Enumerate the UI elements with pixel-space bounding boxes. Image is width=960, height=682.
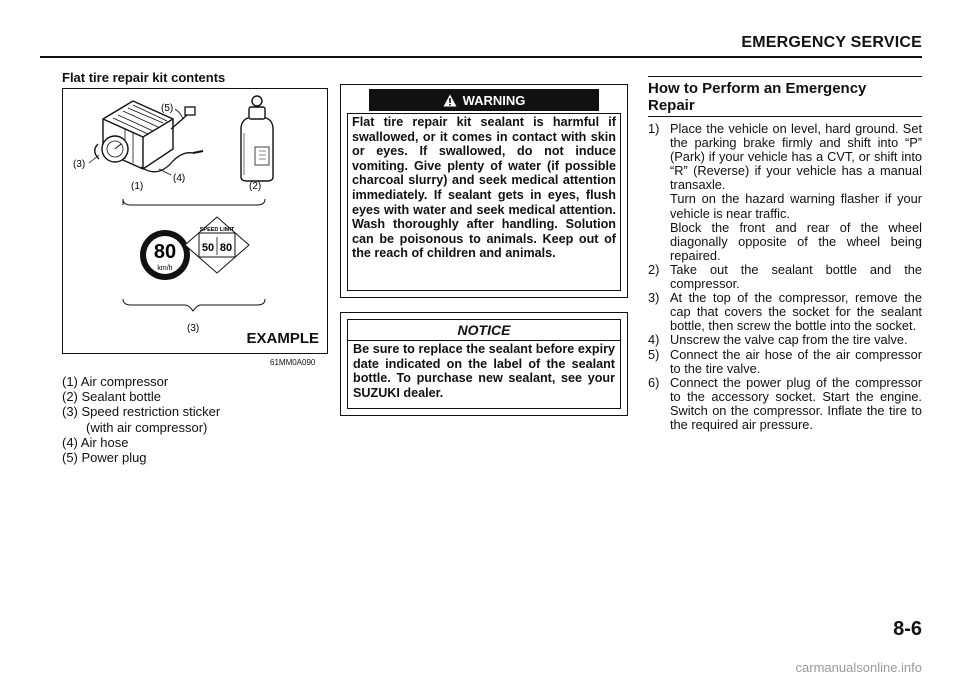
sticker-speed-number: 80: [153, 241, 177, 263]
notice-text: Be sure to replace the sealant before expiry date indicated on the label of the sealant bottle. To purchase new sealant, see your SUZUKI dealer.: [353, 342, 615, 400]
step-6: [648, 376, 922, 432]
procedure-heading-line2: Repair: [648, 97, 695, 114]
step-2: [648, 263, 922, 291]
list-item: (with air compressor): [86, 419, 208, 435]
step-text: Connect the air hose of the air compressor to the tire valve.: [670, 346, 922, 376]
step-5: [648, 348, 922, 376]
warning-box: [340, 84, 628, 298]
limit-sign-right-value: 80: [219, 242, 233, 254]
figure-code: 61MM0A090: [270, 358, 316, 367]
speed-restriction-sticker: [140, 217, 249, 280]
warning-title: WARNING: [462, 92, 526, 108]
step-number: 1): [648, 121, 660, 136]
step-text: At the top of the compressor, remove the cap that covers the socket for the sealant bottle, then screw the bottle into the socket.: [670, 290, 922, 334]
step-extra: Block the front and rear of the wheel diagonally opposite of the wheel being repaired.: [670, 219, 922, 263]
notice-body: [347, 319, 621, 409]
step-number: 3): [648, 290, 660, 306]
sticker-speed-unit: km/h: [157, 265, 173, 272]
step-number: 4): [648, 332, 660, 348]
callout-4: (4): [173, 173, 186, 184]
procedure-top-divider: [648, 76, 922, 77]
warning-body: [347, 113, 621, 291]
step-number: 5): [648, 346, 660, 362]
warning-text: Flat tire repair kit sealant is harmful if swallowed, or it comes in contact with skin or eyes. If swallowed, do not induce vomiting. Give plenty of water (if possible charcoal slurry) and seek medical attention immediately. If sealant gets in eyes, flush eyes with water and seek medical attention. Wash thoroughly after handling. Solution can be poisonous to animals. Keep out of the reach of children and animals.: [352, 115, 616, 261]
page-number: 8-6: [893, 618, 922, 640]
callout-3-bottom: (3): [187, 323, 200, 334]
header-divider: [40, 56, 922, 58]
step-4: [648, 333, 922, 347]
step-3: [648, 291, 922, 333]
notice-title: NOTICE: [348, 320, 620, 341]
list-item: (1) Air compressor: [62, 374, 169, 389]
callout-3-top: (3): [73, 159, 86, 170]
procedure-heading-line1: How to Perform an Emergency: [648, 80, 867, 97]
kit-contents-heading: Flat tire repair kit contents: [62, 70, 226, 85]
callout-1: (1): [131, 181, 144, 192]
step-text: Take out the sealant bottle and the compressor.: [670, 261, 922, 292]
warning-header: [369, 89, 599, 111]
kit-diagram: [63, 89, 327, 353]
procedure-bottom-divider: [648, 116, 922, 117]
limit-sign-label: SPEED LIMIT: [199, 227, 235, 233]
callout-5: (5): [161, 103, 174, 114]
step-text: Place the vehicle on level, hard ground. Set the parking brake firmly and shift into “P” (Park) if your vehicle has a CVT, or shift into “R” (Reverse) if your vehicle has a manual transaxle.: [670, 121, 922, 193]
step-number: 6): [648, 374, 660, 390]
list-item: (2) Sealant bottle: [62, 389, 162, 405]
procedure-heading: [648, 80, 866, 114]
kit-contents-list: [62, 374, 220, 465]
step-1: [648, 122, 922, 263]
step-text: Unscrew the valve cap from the tire valve.: [670, 332, 908, 348]
section-title: EMERGENCY SERVICE: [741, 34, 922, 51]
example-label: EXAMPLE: [246, 330, 319, 347]
kit-illustration: [62, 88, 328, 354]
step-number: 2): [648, 261, 660, 277]
step-extra: Turn on the hazard warning flasher if your vehicle is near traffic.: [670, 191, 922, 221]
limit-sign-left-value: 50: [201, 242, 215, 254]
list-item: (4) Air hose: [62, 434, 129, 450]
watermark: carmanualsonline.info: [795, 660, 922, 675]
callout-2: (2): [249, 181, 262, 192]
notice-box: [340, 312, 628, 416]
procedure-steps: [648, 122, 922, 432]
step-text: Connect the power plug of the compressor to the accessory socket. Start the engine. Switch on the compressor. Inflate the tire to the required air pressure.: [670, 374, 922, 432]
list-item: (5) Power plug: [62, 450, 147, 466]
sealant-bottle-drawing: [241, 96, 273, 181]
list-item: (3) Speed restriction sticker: [62, 404, 221, 420]
warning-triangle-icon: [443, 94, 457, 107]
